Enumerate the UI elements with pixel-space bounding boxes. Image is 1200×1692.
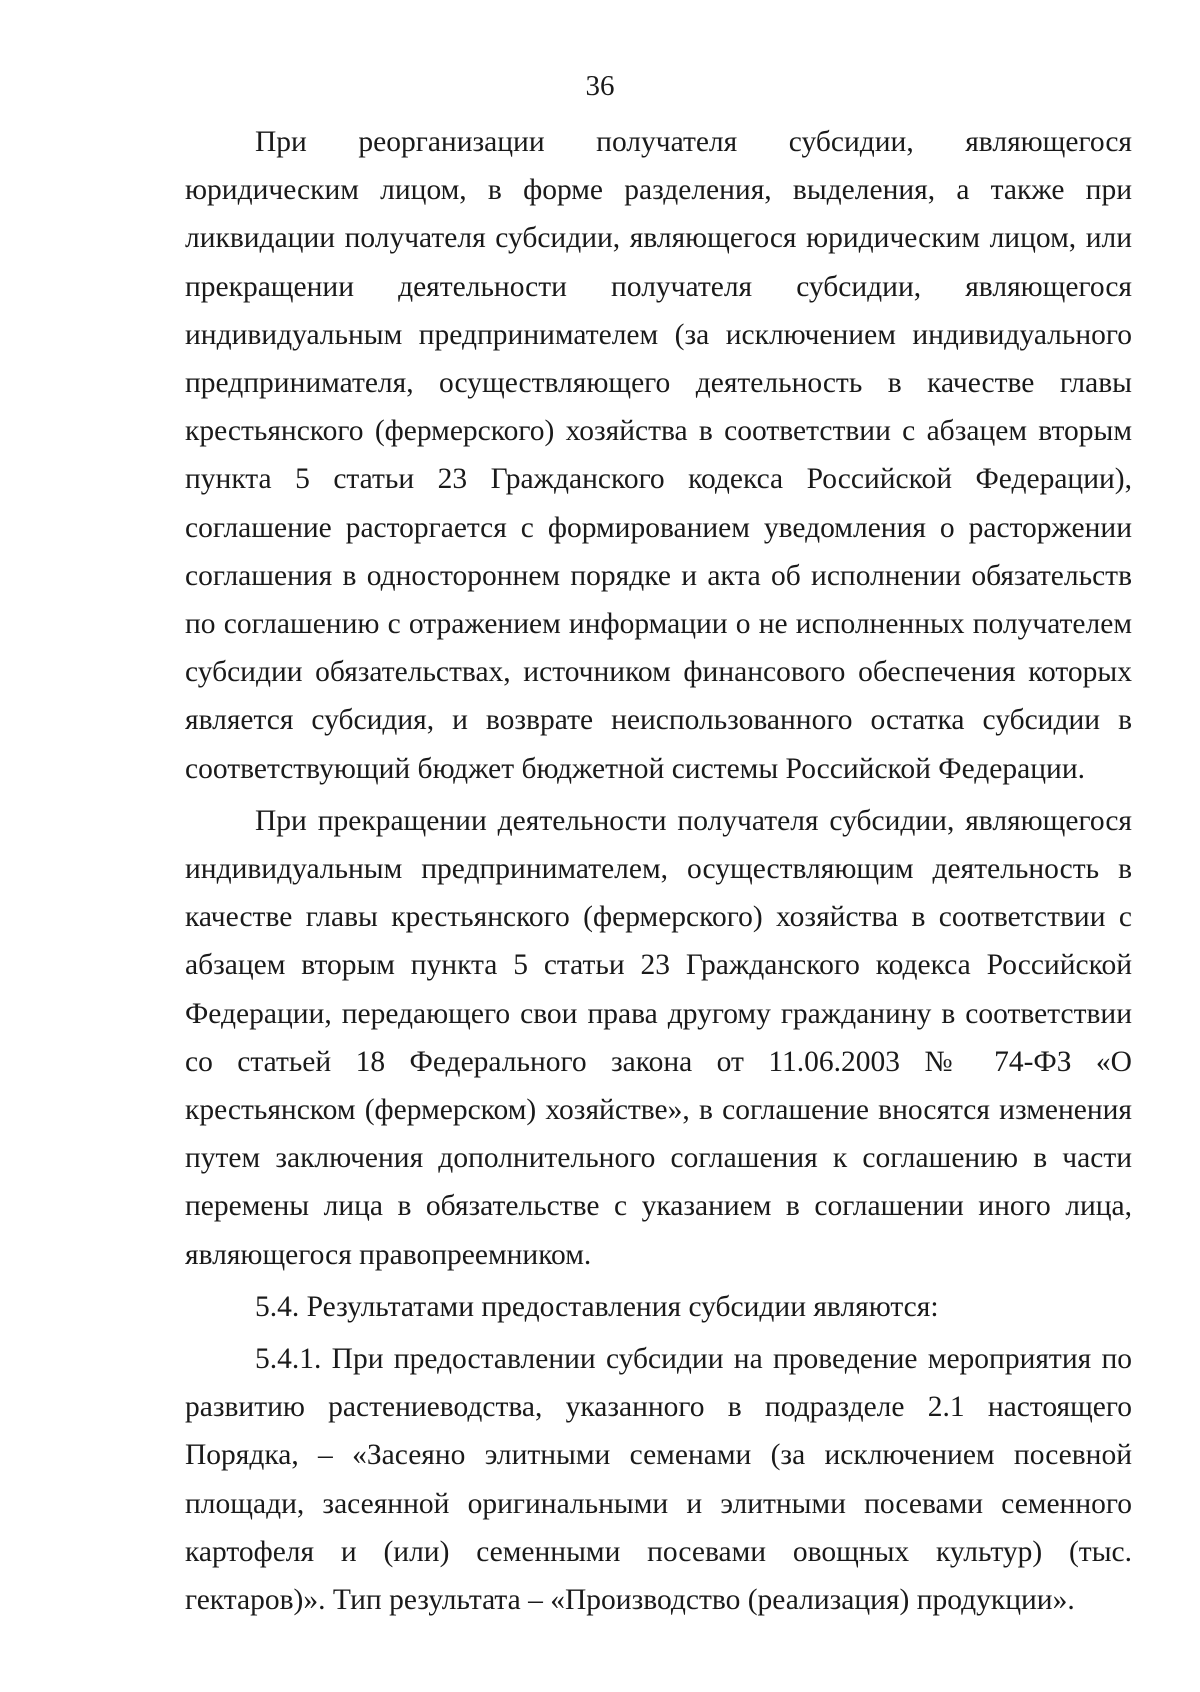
document-body [185, 118, 1132, 1624]
paragraph-reorganization: При реорганизации получателя субсидии, являющегося юридическим лицом, в форме разделения, выделения, а также при ликвидации получателя субсидии, являющегося юридическим лицом, или прекращении деятельности получателя субсидии, являющегося индивидуальным предпринимателем (за исключением индивидуального предпринимателя, осуществляющего деятельность в качестве главы крестьянского (фермерского) хозяйства в соответствии с абзацем вторым пункта 5 статьи 23 Гражданского кодекса Российской Федерации), соглашение расторгается с формированием уведомления о расторжении соглашения в одностороннем порядке и акта об исполнении обязательств по соглашению с отражением информации о не исполненных получателем субсидии обязательствах, источником финансового обеспечения которых является субсидия, и возврате неиспользованного остатка субсидии в соответствующий бюджет бюджетной системы Российской Федерации. [185, 126, 1132, 785]
paragraph-termination: При прекращении деятельности получателя субсидии, являющегося индивидуальным предпринимателем, осуществляющим деятельность в качестве главы крестьянского (фермерского) хозяйства в соответствии с абзацем вторым пункта 5 статьи 23 Гражданского кодекса Российской Федерации, передающего свои права другому гражданину в соответствии со статьей 18 Федерального закона от 11.06.2003 № 74-ФЗ «О крестьянском (фермерском) хозяйстве», в соглашение вносятся изменения путем заключения дополнительного соглашения к соглашению в части перемены лица в обязательстве с указанием в соглашении иного лица, являющегося правопреемником. [185, 804, 1132, 1271]
paragraph-result-5-4-1: 5.4.1. При предоставлении субсидии на проведение мероприятия по развитию растениеводства, указанного в подразделе 2.1 настоящего Порядка, – «Засеяно элитными семенами (за исключением посевной площади, засеянной оригинальными и элитными посевами семенного картофеля и (или) семенными посевами овощных культур) (тыс. гектаров)». Тип результата – «Производство (реализация) продукции». [185, 1343, 1132, 1617]
paragraph-results-heading: 5.4. Результатами предоставления субсидии являются: [255, 1290, 939, 1323]
page-number: 36 [585, 70, 615, 102]
